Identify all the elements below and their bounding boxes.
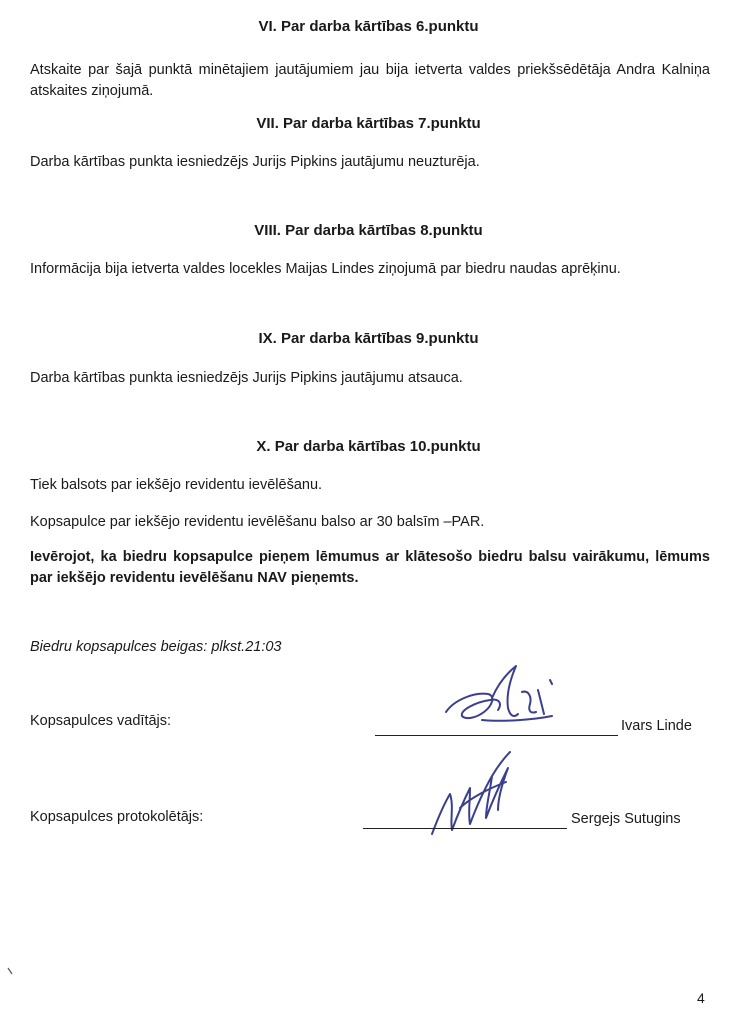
section-9-text: Darba kārtības punkta iesniedzējs Jurijs Pipkins jautājumu atsauca. [30,370,463,386]
section-heading-9: IX. Par darba kārtības 9.punktu [258,330,479,347]
signature-chair-image [432,660,582,740]
section-heading-8: VIII. Par darba kārtības 8.punktu [254,222,483,239]
page-number: 4 [697,990,705,1006]
section-heading-10: X. Par darba kārtības 10.punktu [256,438,481,455]
section-8-text: Informācija bija ietverta valdes locekles Maijas Lindes ziņojumā par biedru naudas aprēķinu. [30,261,621,277]
signature-role-secretary: Kopsapulces protokolētājs: [30,809,204,825]
signature-line-chair [375,735,618,736]
signature-line-secretary [363,828,567,829]
section-7-text: Darba kārtības punkta iesniedzējs Jurijs Pipkins jautājumu neuzturēja. [30,154,480,170]
signature-name-chair: Ivars Linde [621,718,692,734]
section-10-conclusion: Ievērojot, ka biedru kopsapulce pieņem lēmumus ar klātesošo biedru balsu vairākumu, lēmums par iekšējo revidentu ievēlēšanu NAV pieņemts. [30,549,710,586]
section-10-text-1: Tiek balsots par iekšējo revidentu ievēlēšanu. [30,477,323,493]
meeting-end-time: Biedru kopsapulces beigas: plkst.21:03 [30,639,282,655]
section-heading-6: VI. Par darba kārtības 6.punktu [258,18,479,35]
section-heading-7: VII. Par darba kārtības 7.punktu [256,115,481,132]
section-6-text: Atskaite par šajā punktā minētajiem jautājumiem jau bija ietverta valdes priekšsēdētāja Andra Kalniņa atskaites ziņojumā. [30,62,710,99]
section-10-text-2: Kopsapulce par iekšējo revidentu ievēlēšanu balso ar 30 balsīm –PAR. [30,514,485,530]
signature-name-secretary: Sergejs Sutugins [571,811,681,827]
scan-mark [6,966,14,976]
signature-role-chair: Kopsapulces vadītājs: [30,713,172,729]
